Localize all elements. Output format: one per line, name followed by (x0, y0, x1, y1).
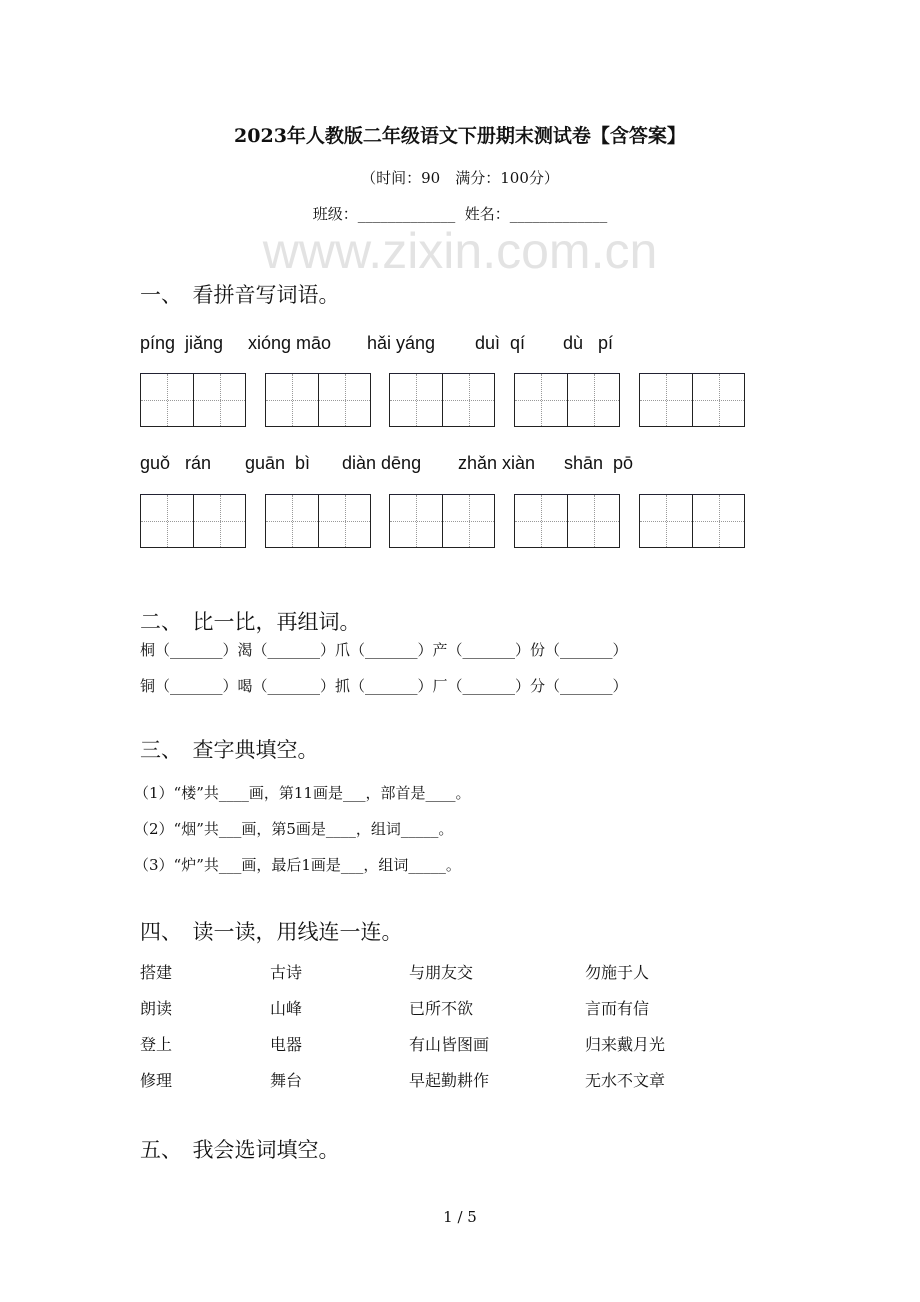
pinyin: xióng māo (248, 333, 332, 353)
compare-row: 桐（_______）渴（_______）爪（_______）产（_______）份（_______） (140, 641, 628, 659)
dictionary-item: （2）“烟”共___画，第5画是____，组词_____。 (134, 820, 454, 838)
writing-grid-box (265, 494, 371, 548)
match-item: 归来戴月光 (585, 1035, 666, 1054)
match-item: 与朋友交 (409, 963, 474, 982)
writing-grid-box (514, 373, 620, 427)
section-4-heading: 四、 读一读，用线连一连。 (140, 920, 403, 944)
pinyin: hǎi yáng (367, 333, 436, 353)
exam-info: （时间：90 满分：100分） (361, 169, 559, 187)
dictionary-item: （1）“楼”共____画，第11画是___，部首是____。 (134, 784, 471, 802)
pinyin: zhǎn xiàn (458, 453, 536, 473)
writing-grid-box (514, 494, 620, 548)
match-item: 古诗 (270, 963, 303, 982)
match-item: 朗读 (140, 999, 173, 1018)
pinyin: duì qí (475, 333, 526, 353)
pinyin: dù pí (563, 333, 614, 353)
class-name-line: 班级：_____________ 姓名：_____________ (312, 205, 608, 223)
writing-grid-box (265, 373, 371, 427)
pinyin: píng jiǎng (140, 333, 224, 353)
writing-grid-box (389, 494, 495, 548)
match-item: 已所不欲 (409, 999, 474, 1018)
page-title: 2023年人教版二年级语文下册期末测试卷【含答案】 (234, 125, 686, 147)
match-item: 有山皆图画 (409, 1035, 490, 1054)
match-item: 山峰 (270, 999, 303, 1018)
page-number: 1 / 5 (443, 1208, 477, 1226)
pinyin: shān pō (564, 453, 634, 473)
section-1-heading: 一、 看拼音写词语。 (140, 283, 340, 307)
pinyin: guǒ rán (140, 453, 212, 473)
pinyin: guān bì (245, 453, 311, 473)
section-5-heading: 五、 我会选词填空。 (140, 1138, 340, 1162)
match-item: 电器 (270, 1035, 303, 1054)
compare-row: 铜（_______）喝（_______）抓（_______）厂（_______）分（_______） (140, 677, 628, 695)
match-item: 早起勤耕作 (409, 1071, 490, 1090)
writing-grid-box (639, 494, 745, 548)
pinyin: diàn dēng (342, 453, 422, 473)
section-2-heading: 二、 比一比，再组词。 (140, 610, 361, 634)
watermark: www.zixin.com.cn (262, 223, 658, 279)
match-item: 搭建 (140, 963, 173, 982)
match-item: 无水不文章 (585, 1071, 666, 1090)
writing-grid-box (140, 373, 246, 427)
match-item: 言而有信 (585, 999, 650, 1018)
section-3-heading: 三、 查字典填空。 (140, 738, 319, 762)
match-item: 修理 (140, 1071, 173, 1090)
match-item: 勿施于人 (585, 963, 650, 982)
match-item: 舞台 (270, 1071, 303, 1090)
writing-grid-box (639, 373, 745, 427)
writing-grid-box (389, 373, 495, 427)
writing-grid-box (140, 494, 246, 548)
match-item: 登上 (140, 1035, 173, 1054)
dictionary-item: （3）“炉”共___画，最后1画是___，组词_____。 (134, 856, 461, 874)
